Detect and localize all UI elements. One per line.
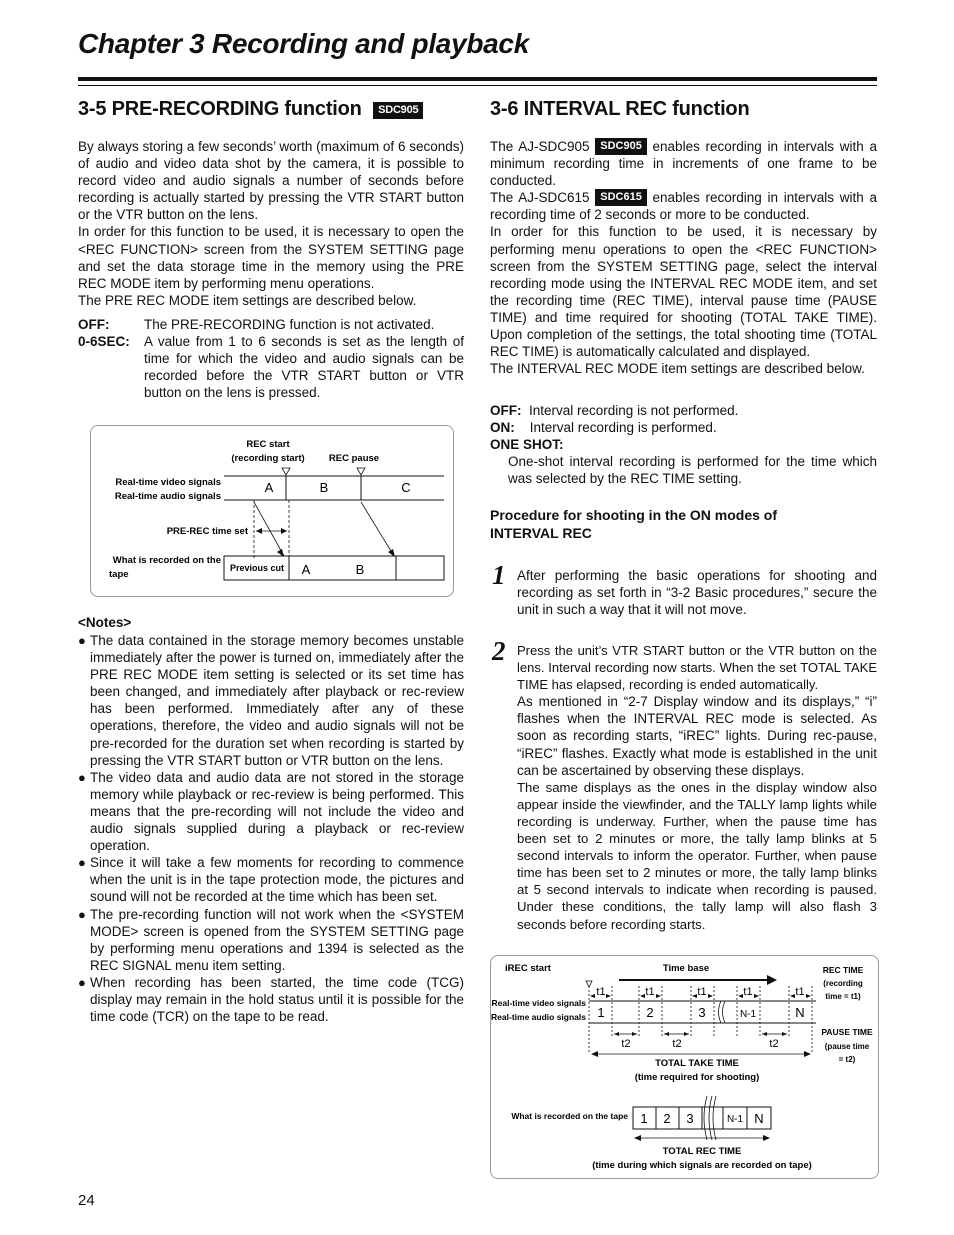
what-recorded-label-1: What is recorded on the bbox=[112, 555, 221, 566]
section-heading-pre-recording bbox=[78, 98, 464, 121]
rec-pause-marker bbox=[357, 468, 365, 475]
pre-recording-intro bbox=[78, 138, 464, 309]
pause-time-label: PAUSE TIME bbox=[821, 1027, 873, 1037]
paragraph: By always storing a few seconds’ worth (maximum of 6 seconds) of audio and video data shot by the camera, it is possible to record video and audio signals a number of seconds before recording is actually started by pressing the VTR START button or the VTR button on the lens. bbox=[78, 139, 464, 223]
step-2 bbox=[517, 642, 877, 933]
procedure-heading-line: INTERVAL REC bbox=[490, 525, 592, 541]
step-number: 1 bbox=[492, 560, 506, 590]
note-text: Since it will take a few moments for recording to commence when the unit is in the tape protection mode, the pictures and sound will not be recorded at the time which has been set. bbox=[90, 855, 464, 905]
tape-cell-2: 2 bbox=[663, 1111, 671, 1126]
setting-term: OFF: bbox=[78, 317, 110, 332]
t1-label: t1 bbox=[743, 986, 753, 998]
setting-term: ON: bbox=[490, 420, 515, 436]
cell-a: A bbox=[264, 480, 274, 495]
bullet-icon: ● bbox=[78, 855, 86, 871]
bullet-icon: ● bbox=[78, 974, 86, 990]
note-text: The video data and audio data are not stored in the storage memory while playback or rec-review is being performed. This means that the pre-recording will not include the video and audio signals supplied during a playback or rec-review operation. bbox=[90, 769, 464, 854]
cell-n: N bbox=[795, 1005, 805, 1020]
cell-b: B bbox=[319, 480, 329, 495]
setting-desc: One-shot interval recording is performed for the time which was selected by the REC TIME setting. bbox=[508, 454, 877, 487]
audio-signals-label: Real-time audio signals bbox=[114, 491, 221, 502]
rec-time-sub: (recording bbox=[823, 979, 863, 988]
step-text: Press the unit’s VTR START button or the VTR button on the lens. Interval recording now starts. When the set TOTAL TAKE TIME has elapsed, recording is ended automatically. bbox=[517, 643, 877, 693]
notes-title: <Notes> bbox=[78, 615, 132, 630]
paragraph: In order for this function to be used, it is necessary to open the <REC FUNCTION> screen from the SYSTEM SETTING page and set the data storage time in the memory using the PRE REC MODE item by performing menu operations. bbox=[78, 224, 464, 291]
setting-row bbox=[490, 419, 877, 436]
note-text: The pre-recording function will not work when the <SYSTEM MODE> screen is opened from the SYSTEM SETTING page by performing menu operations and 1394 is selected as the REC SIGNAL menu item setting. bbox=[90, 906, 464, 973]
previous-cut-label: Previous cut bbox=[229, 563, 285, 573]
setting-term: OFF: bbox=[490, 403, 522, 418]
pause-time-sub: (pause time bbox=[824, 1042, 870, 1051]
tape-cell-3: 3 bbox=[686, 1111, 694, 1126]
cell-1: 1 bbox=[597, 1005, 605, 1020]
t2-label: t2 bbox=[769, 1038, 779, 1050]
header-rule bbox=[78, 77, 877, 81]
rec-pause-label: REC pause bbox=[328, 453, 380, 464]
time-base-label: Time base bbox=[662, 963, 710, 974]
cell-c: C bbox=[401, 480, 411, 495]
note-text: The data contained in the storage memory becomes unstable immediately after the power is turned on, immediately after the PRE REC MODE item setting is selected or its set time has been changed, and immediately after playback or rec-review has been performed. Immediately after any of these operations, therefore, the video and audio signals will not be pre-recorded for the duration set when recording is started by pressing the VTR START button or VTR button on the lens. bbox=[90, 633, 464, 768]
note-item bbox=[78, 906, 464, 974]
interval-rec-diagram bbox=[490, 955, 879, 1179]
section-title: 3-5 PRE-RECORDING function bbox=[78, 98, 362, 120]
tape-cell-1: 1 bbox=[640, 1111, 648, 1126]
step-text: After performing the basic operations for shooting and recording as set forth in “3-2 Basic procedures,” secure the unit in such a way that it will not move. bbox=[517, 568, 877, 618]
setting-row bbox=[490, 436, 877, 453]
paragraph bbox=[490, 138, 877, 189]
text: The AJ-SDC905 bbox=[490, 139, 590, 154]
setting-desc: A value from 1 to 6 seconds is set as the length of time for which the video and audio signals can be recorded before the VTR START button or VTR button on the lens is pressed. bbox=[144, 334, 464, 401]
total-rec-time-sub: (time during which signals are recorded on tape) bbox=[592, 1160, 812, 1171]
model-badge: SDC615 bbox=[595, 189, 647, 206]
text: enables recording in intervals with a recording time of 2 seconds or more to be conducted. bbox=[490, 190, 877, 223]
pause-time-sub: = t2) bbox=[838, 1055, 856, 1064]
page-number: 24 bbox=[78, 1192, 95, 1209]
pre-rec-mode-settings bbox=[78, 316, 464, 401]
interval-rec-mode-settings bbox=[490, 402, 877, 487]
total-take-time-sub: (time required for shooting) bbox=[634, 1072, 760, 1083]
chapter-title: Chapter 3 Recording and playback bbox=[78, 28, 529, 59]
t2-label: t2 bbox=[672, 1038, 682, 1050]
bullet-icon: ● bbox=[78, 906, 86, 922]
what-recorded-label-2: tape bbox=[109, 569, 129, 580]
step-text: As mentioned in “2-7 Display window and its displays,” “i” flashes when the INTERVAL REC mode is selected. As soon as recording starts, “iREC” lights. During rec-pause, “iREC” flashes. Exactly what mode is established in the unit can be ascertained by observing these displays. bbox=[517, 694, 877, 778]
rec-start-label: REC start bbox=[246, 439, 290, 450]
step-number: 2 bbox=[492, 636, 506, 666]
tape-cell-n-1: N-1 bbox=[726, 1114, 744, 1125]
pre-recording-diagram bbox=[90, 425, 454, 597]
cell-n-1: N-1 bbox=[739, 1009, 757, 1020]
cell-3: 3 bbox=[698, 1005, 706, 1020]
t1-label: t1 bbox=[697, 986, 707, 998]
rec-time-sub: time = t1) bbox=[825, 992, 861, 1001]
setting-desc: Interval recording is not performed. bbox=[529, 403, 739, 418]
setting-desc: Interval recording is performed. bbox=[529, 420, 717, 436]
interval-rec-intro bbox=[490, 138, 877, 377]
rec-start-marker bbox=[282, 468, 290, 475]
section-heading-interval-rec: 3-6 INTERVAL REC function bbox=[490, 98, 750, 120]
note-item bbox=[78, 769, 464, 854]
setting-desc: The PRE-RECORDING function is not activated. bbox=[144, 317, 435, 332]
video-signals-label: Real-time video signals bbox=[491, 998, 586, 1008]
paragraph bbox=[490, 189, 877, 223]
note-item bbox=[78, 854, 464, 905]
paragraph: The INTERVAL REC MODE item settings are described below. bbox=[490, 361, 865, 377]
total-rec-time-label: TOTAL REC TIME bbox=[662, 1146, 742, 1157]
paragraph: In order for this function to be used, it is necessary by performing menu operations to open the <REC FUNCTION> screen from the SYSTEM SETTING page, select the interval recording mode using the INTERVAL REC MODE item, and set the recording time (REC TIME), interval pause time (PAUSE TIME) and time required for shooting (TOTAL TAKE TIME). Upon completion of the settings, the total shooting time (TOTAL REC TIME) is automatically calculated and displayed. bbox=[490, 224, 877, 360]
notes-list bbox=[78, 632, 464, 1025]
rec-time-label: REC TIME bbox=[822, 965, 864, 975]
setting-term: 0-6SEC: bbox=[78, 334, 130, 350]
setting-term: ONE SHOT: bbox=[490, 437, 564, 453]
step-text: The same displays as the ones in the display window also appear inside the viewfinder, and the TALLY lamp lights while recording is underway. Further, when the pause time has been set to 2 minutes or more, the tally lamp blinks at 5 second intervals to inform the operator. Further, when pause time has been set to 2 minutes or more, the tally lamp blinks at 5 second intervals to indicate when recording is paused. Under these conditions, the tally lamp will also flash 3 seconds before recording starts. bbox=[517, 779, 877, 932]
time-base-arrow bbox=[767, 975, 777, 985]
note-item bbox=[78, 632, 464, 769]
procedure-heading-line: Procedure for shooting in the ON modes of bbox=[490, 507, 778, 523]
header-rule-thin bbox=[78, 85, 877, 86]
setting-row bbox=[78, 316, 464, 333]
video-signals-label: Real-time video signals bbox=[115, 477, 221, 488]
audio-signals-label: Real-time audio signals bbox=[491, 1012, 586, 1022]
tape-cell-a: A bbox=[301, 562, 311, 577]
pre-recording-timing-svg bbox=[91, 426, 453, 596]
text: The AJ-SDC615 bbox=[490, 190, 590, 206]
bullet-icon: ● bbox=[78, 769, 86, 785]
tape-cell-n: N bbox=[754, 1111, 764, 1126]
t2-label: t2 bbox=[621, 1038, 631, 1050]
setting-row bbox=[78, 333, 464, 401]
t1-label: t1 bbox=[795, 986, 805, 998]
rec-start-sub-label: (recording start) bbox=[231, 453, 305, 464]
pre-rec-time-set-label: PRE-REC time set bbox=[166, 526, 248, 537]
interval-rec-timing-svg bbox=[491, 956, 878, 1178]
bullet-icon: ● bbox=[78, 633, 86, 648]
t1-label: t1 bbox=[645, 986, 655, 998]
note-item bbox=[78, 974, 464, 1025]
total-take-time-label: TOTAL TAKE TIME bbox=[655, 1058, 739, 1069]
step-1 bbox=[517, 567, 877, 618]
irec-start-label: iREC start bbox=[505, 963, 551, 974]
setting-row bbox=[490, 402, 877, 419]
cell-2: 2 bbox=[646, 1005, 654, 1020]
note-text: When recording has been started, the time code (TCG) display may remain in the hold status until it is possible for the time code (TCR) on the tape to be read. bbox=[90, 974, 464, 1025]
procedure-heading bbox=[490, 506, 877, 542]
text: enables recording in intervals with a minimum recording time in increments of one frame to be conducted. bbox=[490, 139, 877, 189]
tape-cell-b: B bbox=[355, 562, 365, 577]
model-badge: SDC905 bbox=[595, 138, 647, 155]
t1-label: t1 bbox=[596, 986, 606, 998]
model-badge: SDC905 bbox=[373, 102, 423, 119]
what-recorded-label: What is recorded on the tape bbox=[511, 1111, 628, 1121]
paragraph: The PRE REC MODE item settings are described below. bbox=[78, 292, 417, 308]
